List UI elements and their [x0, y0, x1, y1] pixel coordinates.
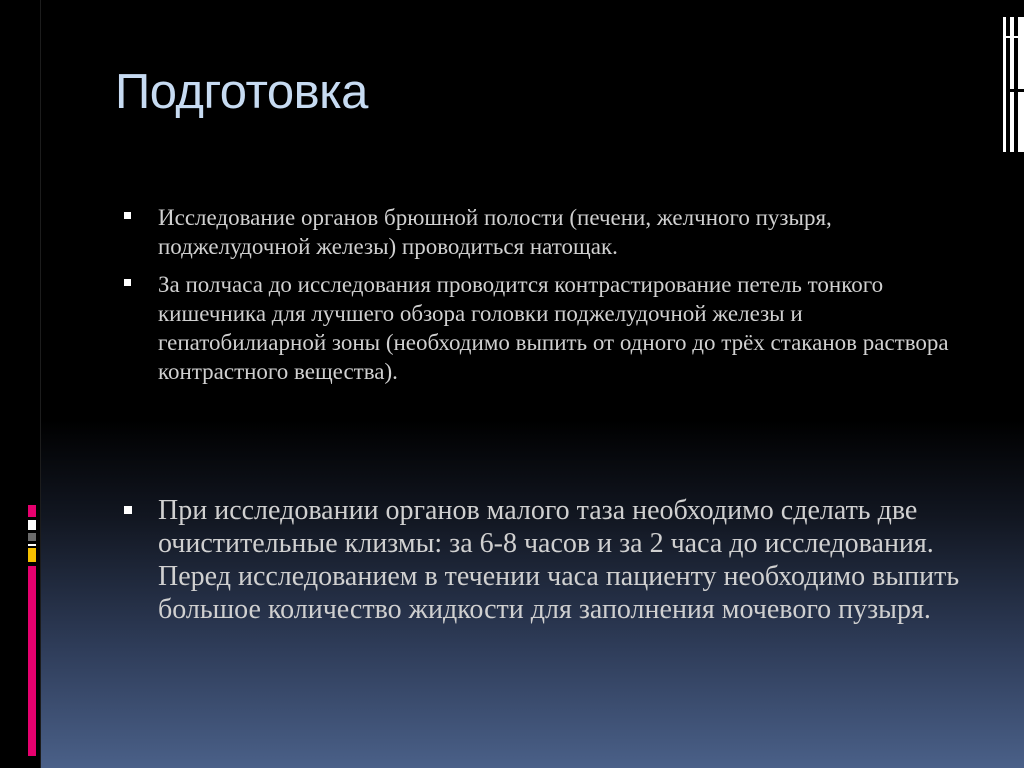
- decor-bar-left-white: [28, 544, 36, 546]
- bullet-item: [120, 494, 980, 626]
- bullet-square-icon: [120, 494, 158, 626]
- decor-bar-top-right: [1003, 36, 1024, 38]
- bullet-text: Исследование органов брюшной полости (печени, желчного пузыря, поджелудочной железы) проводиться натощак.: [158, 205, 832, 259]
- decor-bar-left-pink: [28, 505, 36, 517]
- bullet-square-icon: [120, 203, 158, 261]
- decor-bar-left-pink: [28, 566, 36, 756]
- decor-bar-top-right: [1010, 92, 1014, 152]
- slide-title: Подготовка: [115, 65, 368, 119]
- decor-bar-left-yellow: [28, 548, 36, 562]
- decor-bar-left-white: [28, 520, 36, 530]
- bullet-text: При исследовании органов малого таза необходимо сделать две очистительные клизмы: за 6-8 часов и за 2 часа до исследования. Перед исследованием в течении часа пациенту необходимо выпить большое количество жидкости для заполнения мочевого пузыря.: [158, 495, 960, 625]
- bullet-item: [120, 203, 960, 261]
- decor-bar-top-right: [1018, 17, 1024, 89]
- bullet-item: [120, 270, 960, 386]
- decor-bar-left-gray: [28, 533, 36, 541]
- decor-bar-top-right: [1018, 92, 1024, 152]
- bullet-square-icon: [120, 270, 158, 386]
- decor-bar-top-right: [1010, 17, 1014, 89]
- bullet-text: За полчаса до исследования проводится контрастирование петель тонкого кишечника для лучшего обзора головки поджелудочной железы и гепатобилиарной зоны (необходимо выпить от одного до трёх стаканов раствора контрастного вещества).: [158, 272, 949, 384]
